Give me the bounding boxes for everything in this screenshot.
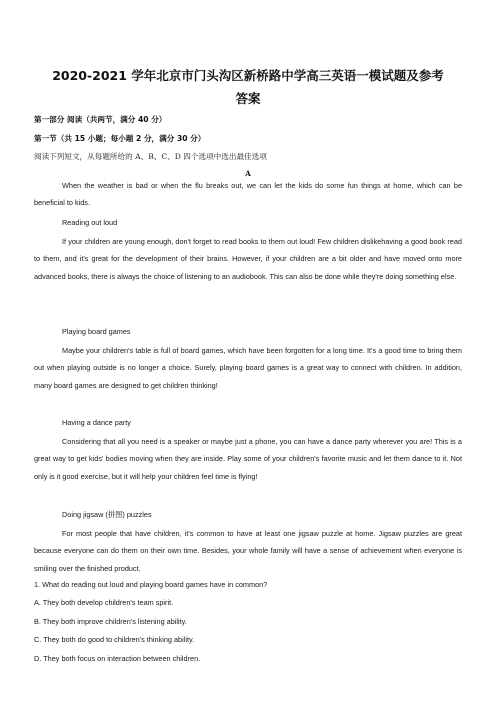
paragraph-board-games: Maybe your children's table is full of board games, which have been forgotten for a long time. It's a good time to bring them out when playing outside is no longer a choice. Surely, playing board games is a great way to connect with children. In addition, many board games are designed to get children thinking! xyxy=(34,346,462,390)
heading-jigsaw-puzzles: Doing jigsaw (拼图) puzzles xyxy=(62,510,152,519)
heading-dance-party: Having a dance party xyxy=(62,418,131,427)
heading-reading-out-loud: Reading out loud xyxy=(62,218,118,227)
title-line-2: 答案 xyxy=(235,91,261,106)
question-1-option-c: C. They both do good to children's thinking ability. xyxy=(34,635,195,644)
document-title xyxy=(30,64,466,110)
intro-paragraph: When the weather is bad or when the flu breaks out, we can let the kids do some fun things at home, which can be beneficial to kids. xyxy=(34,181,462,208)
instructions: 阅读下列短文，从每题所给的 A、B、C、D 四个选项中选出最佳选项 xyxy=(34,152,267,161)
paragraph-dance-party: Considering that all you need is a speaker or maybe just a phone, you can have a dance party wherever you are! This is a great way to get kids' bodies moving when they are inside. Play some of your children's favorite music and let them dance to it. Not only is it good exercise, but it will help your children feel time is flying! xyxy=(34,437,462,481)
paragraph-reading-out-loud: If your children are young enough, don't forget to read books to them out loud! Few children dislikehaving a good book read to them, and it's great for the development of their brains. However, if your children are a bit older and have moved onto more advanced books, there is always the choice of listening to an audiobook. This can also be done while they're doing something else. xyxy=(34,237,462,281)
question-1-option-d: D. They both focus on interaction between children. xyxy=(34,654,201,663)
section-heading: 第一节（共 15 小题；每小题 2 分，满分 30 分） xyxy=(34,134,206,143)
question-1-option-b: B. They both improve children's listening ability. xyxy=(34,617,187,626)
question-1-stem: 1. What do reading out loud and playing board games have in common? xyxy=(34,580,268,589)
title-line-1: 2020-2021 学年北京市门头沟区新桥路中学高三英语一模试题及参考 xyxy=(52,68,444,83)
passage-label: A xyxy=(245,169,251,178)
question-1-option-a: A. They both develop children's team spirit. xyxy=(34,598,174,607)
part-heading: 第一部分 阅读（共两节，满分 40 分） xyxy=(34,115,167,124)
paragraph-jigsaw-puzzles: For most people that have children, it's common to have at least one jigsaw puzzle at home. Jigsaw puzzles are great because everyone can do them on their own time. Besides, your whole family will have a sense of achievement when everyone is smiling over the finished product. xyxy=(34,529,462,573)
heading-board-games: Playing board games xyxy=(62,327,131,336)
